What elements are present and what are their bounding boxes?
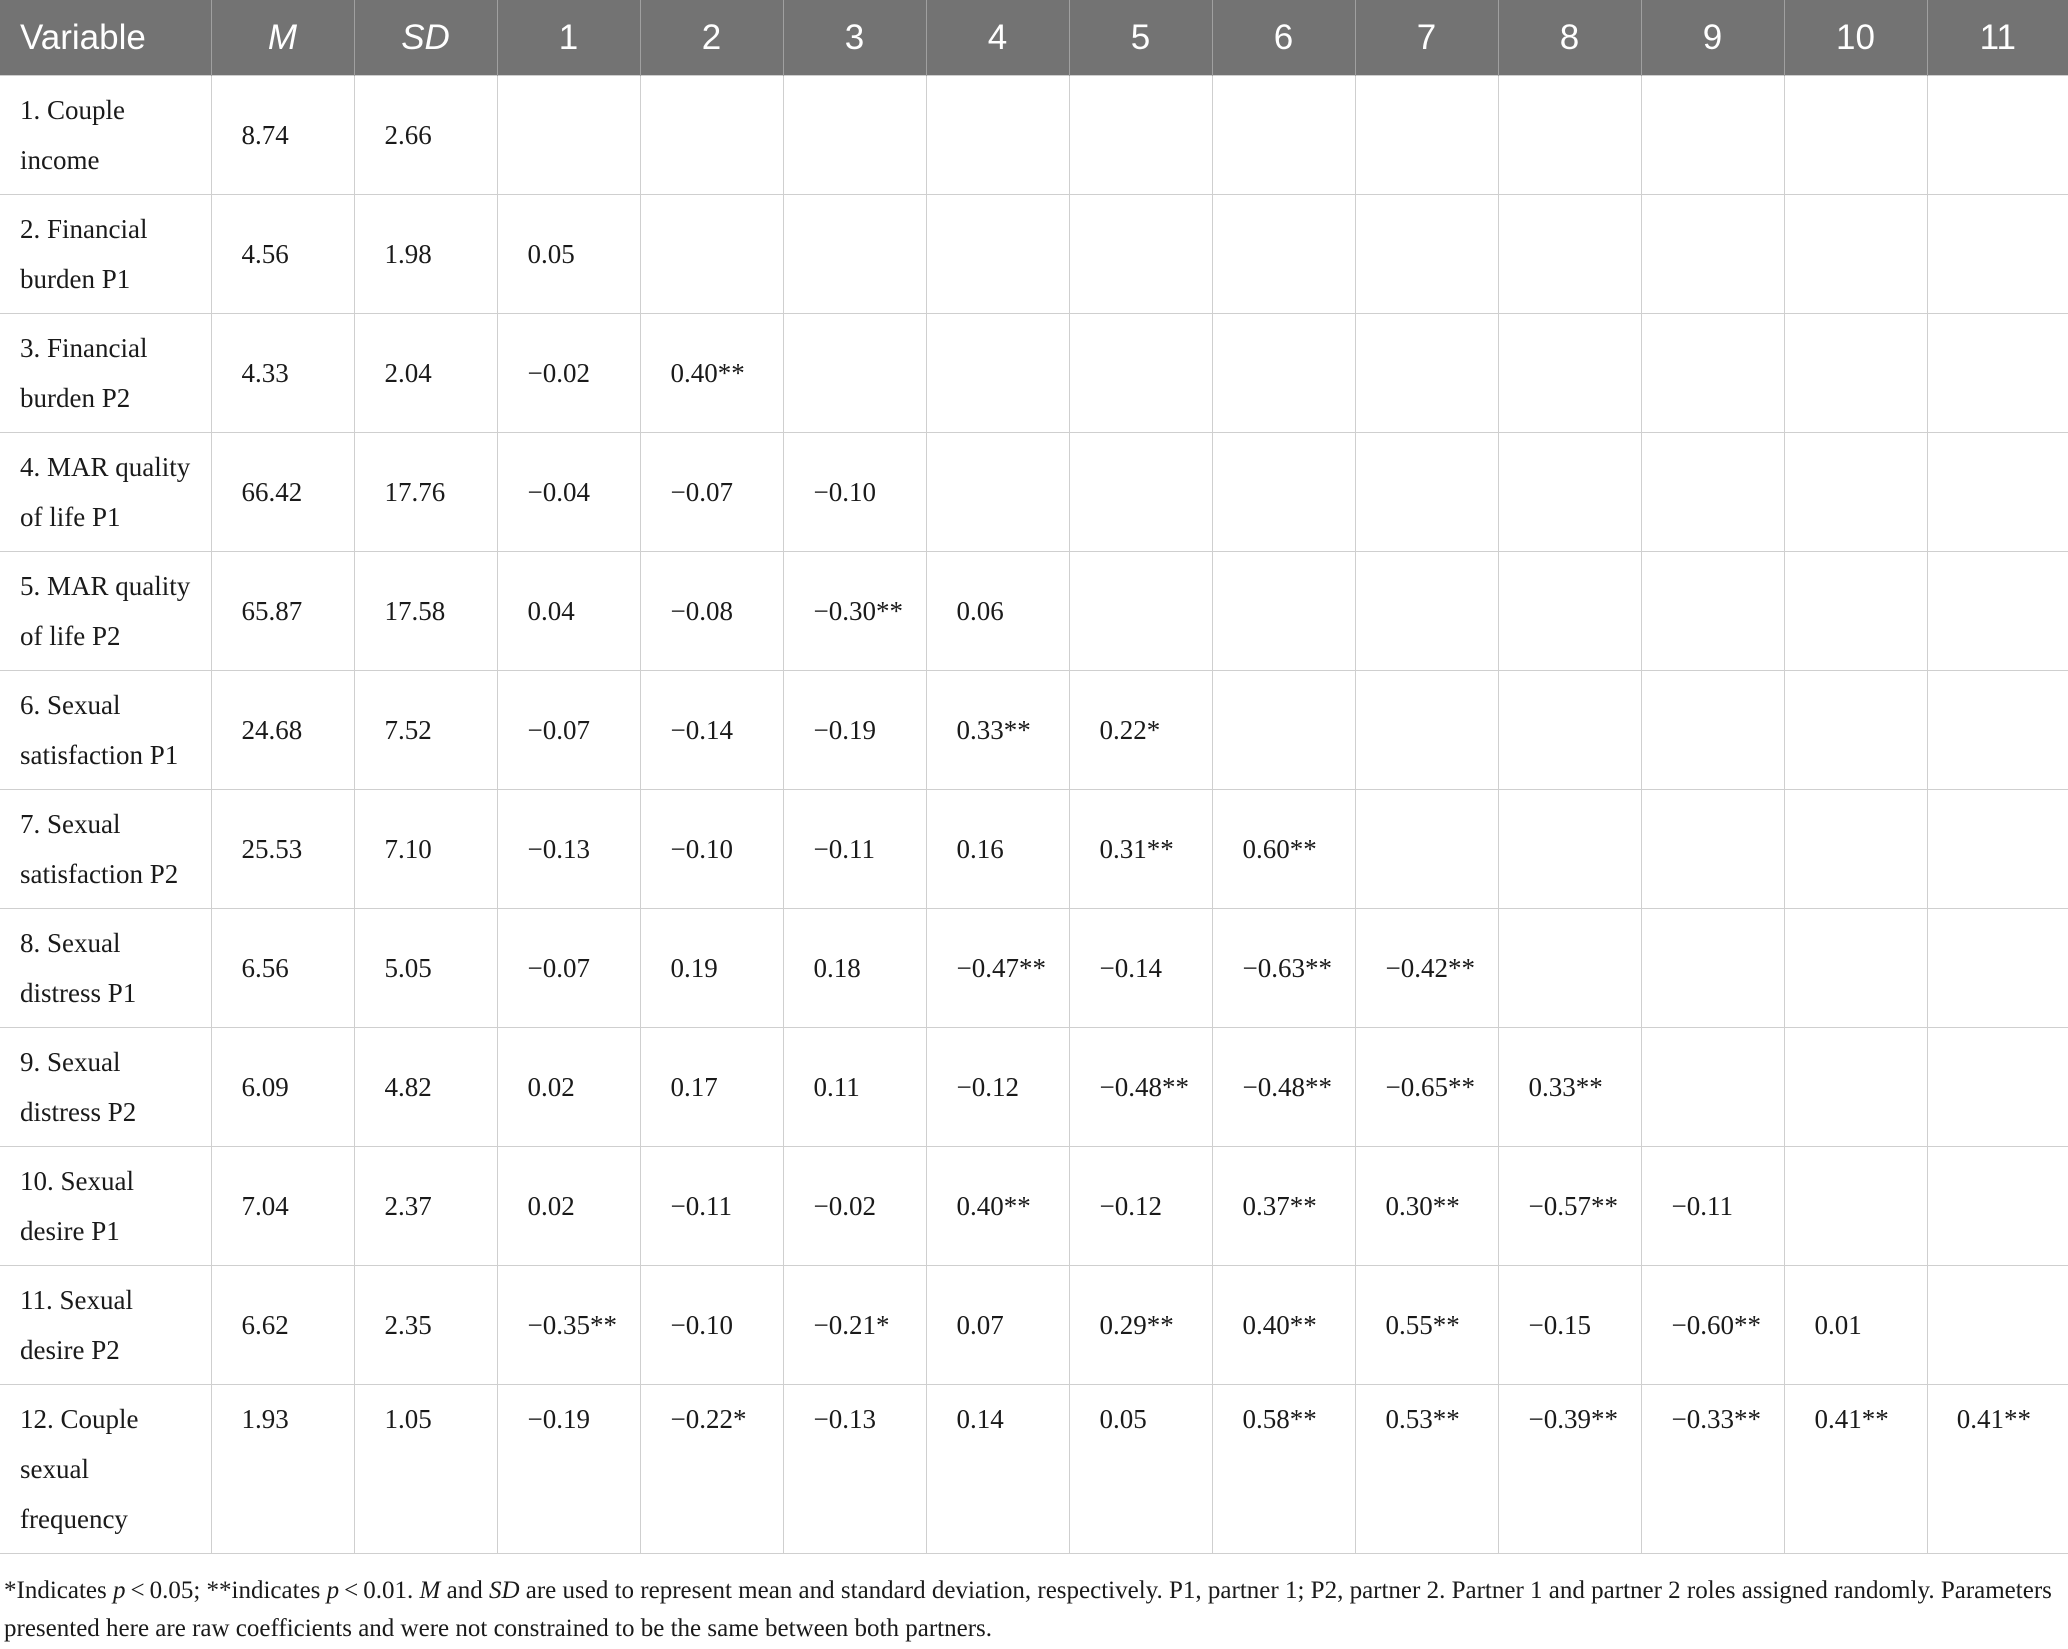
table-cell (1784, 1028, 1927, 1147)
table-row (0, 552, 2068, 671)
cell-value: 0.22* (1099, 715, 1161, 745)
cell-value: −0.60** (1671, 1310, 1761, 1340)
header-col-5: 3 (783, 0, 926, 76)
cell-value: −0.13 (527, 834, 590, 864)
table-cell (1069, 909, 1212, 1028)
cell-value: 6.56 (241, 953, 289, 983)
table-cell (1498, 1385, 1641, 1554)
table-cell (211, 314, 354, 433)
cell-value: 65.87 (241, 596, 303, 626)
table-cell (1641, 1147, 1784, 1266)
table-cell (354, 790, 497, 909)
table-cell (1069, 76, 1212, 195)
table-cell (211, 195, 354, 314)
table-cell (783, 552, 926, 671)
table-cell (783, 76, 926, 195)
row-label: 10. Sexual desire P1 (0, 1147, 211, 1266)
header-variable: Variable (0, 0, 211, 76)
footnote-text: < 0.05; **indicates (125, 1577, 327, 1604)
cell-value: −0.14 (670, 715, 733, 745)
table-cell (1212, 433, 1355, 552)
footnote-text: *Indicates (4, 1577, 113, 1604)
cell-value: 0.41** (1814, 1404, 1889, 1434)
cell-value: 6.09 (241, 1072, 289, 1102)
cell-value: 25.53 (241, 834, 303, 864)
cell-value: 5.05 (384, 953, 432, 983)
cell-value: 7.52 (384, 715, 432, 745)
table-cell (1927, 790, 2068, 909)
cell-value: −0.30** (813, 596, 903, 626)
cell-value: 0.33** (956, 715, 1031, 745)
cell-value: 17.76 (384, 477, 446, 507)
table-row (0, 1385, 2068, 1554)
table-cell (1212, 909, 1355, 1028)
cell-value: −0.42** (1385, 953, 1475, 983)
table-cell (1069, 671, 1212, 790)
footnote-text: are used to represent mean and standard deviation, respectively. P1, partner 1; P2, partner 2. Partner 1 and partner 2 roles assigned randomly. Parameters presented here are raw coefficients and were not constrained to be the same between both partners. (4, 1577, 2052, 1642)
table-row (0, 1147, 2068, 1266)
table-cell (1212, 76, 1355, 195)
cell-value: 1.05 (384, 1404, 432, 1434)
cell-value: 2.35 (384, 1310, 432, 1340)
table-cell (1498, 76, 1641, 195)
table-cell (211, 790, 354, 909)
footnote-sd-symbol: SD (488, 1577, 520, 1604)
table-cell (1784, 671, 1927, 790)
header-col-9: 7 (1355, 0, 1498, 76)
table-row (0, 1266, 2068, 1385)
table-cell (497, 1147, 640, 1266)
table-cell (354, 1266, 497, 1385)
cell-value: 0.14 (956, 1404, 1004, 1434)
cell-value: 66.42 (241, 477, 303, 507)
header-row (0, 0, 2068, 76)
table-cell (1927, 1385, 2068, 1554)
cell-value: −0.48** (1242, 1072, 1332, 1102)
table-cell (926, 1028, 1069, 1147)
cell-value: 0.37** (1242, 1191, 1317, 1221)
cell-value: −0.11 (813, 834, 875, 864)
table-cell (640, 1028, 783, 1147)
table-cell (1355, 790, 1498, 909)
table-cell (783, 195, 926, 314)
footnote-m-symbol: M (419, 1577, 441, 1604)
table-cell (354, 909, 497, 1028)
table-cell (1355, 195, 1498, 314)
cell-value: −0.10 (670, 1310, 733, 1340)
header-col-12: 10 (1784, 0, 1927, 76)
table-cell (1927, 1266, 2068, 1385)
table-cell (1355, 1028, 1498, 1147)
table-cell (1641, 433, 1784, 552)
cell-value: 0.40** (956, 1191, 1031, 1221)
header-col-10: 8 (1498, 0, 1641, 76)
cell-value: −0.02 (813, 1191, 876, 1221)
table-cell (1784, 433, 1927, 552)
table-cell (1355, 433, 1498, 552)
cell-value: 2.66 (384, 120, 432, 150)
cell-value: 0.02 (527, 1191, 575, 1221)
cell-value: −0.15 (1528, 1310, 1591, 1340)
table-cell (1927, 1028, 2068, 1147)
table-cell (1212, 671, 1355, 790)
table-cell (497, 1385, 640, 1554)
cell-value: 0.19 (670, 953, 718, 983)
table-cell (1498, 433, 1641, 552)
cell-value: 0.02 (527, 1072, 575, 1102)
table-cell (1355, 671, 1498, 790)
table-cell (783, 1147, 926, 1266)
table-cell (783, 671, 926, 790)
table-cell (1069, 1266, 1212, 1385)
table-cell (1212, 552, 1355, 671)
table-cell (1498, 314, 1641, 433)
cell-value: 17.58 (384, 596, 446, 626)
cell-value: −0.47** (956, 953, 1046, 983)
table-cell (1498, 909, 1641, 1028)
table-cell (1927, 433, 2068, 552)
cell-value: 0.05 (527, 239, 575, 269)
table-cell (1069, 790, 1212, 909)
table-cell (1927, 1147, 2068, 1266)
table-cell (497, 195, 640, 314)
header-col-3: 1 (497, 0, 640, 76)
cell-value: −0.10 (813, 477, 876, 507)
table-cell (354, 1385, 497, 1554)
cell-value: 7.10 (384, 834, 432, 864)
table-cell (1355, 552, 1498, 671)
cell-value: 0.33** (1528, 1072, 1603, 1102)
table-cell (497, 671, 640, 790)
row-label: 11. Sexual desire P2 (0, 1266, 211, 1385)
table-cell (640, 76, 783, 195)
table-cell (1212, 314, 1355, 433)
cell-value: 0.29** (1099, 1310, 1174, 1340)
table-cell (1498, 1147, 1641, 1266)
table-cell (211, 433, 354, 552)
cell-value: −0.08 (670, 596, 733, 626)
cell-value: −0.63** (1242, 953, 1332, 983)
table-cell (211, 671, 354, 790)
table-cell (354, 433, 497, 552)
table-cell (640, 909, 783, 1028)
table-cell (1784, 1147, 1927, 1266)
header-col-11: 9 (1641, 0, 1784, 76)
table-cell (211, 1385, 354, 1554)
cell-value: 0.40** (670, 358, 745, 388)
table-cell (783, 1266, 926, 1385)
table-cell (1641, 790, 1784, 909)
cell-value: −0.21* (813, 1310, 890, 1340)
cell-value: 0.55** (1385, 1310, 1460, 1340)
table-cell (1927, 909, 2068, 1028)
table-cell (1069, 552, 1212, 671)
table-cell (926, 909, 1069, 1028)
table-cell (1784, 1266, 1927, 1385)
cell-value: 0.53** (1385, 1404, 1460, 1434)
header-col-6: 4 (926, 0, 1069, 76)
header-col-4: 2 (640, 0, 783, 76)
table-cell (1355, 76, 1498, 195)
table-row (0, 76, 2068, 195)
table-cell (1069, 1385, 1212, 1554)
cell-value: −0.13 (813, 1404, 876, 1434)
table-cell (1355, 1266, 1498, 1385)
row-label: 4. MAR quality of life P1 (0, 433, 211, 552)
footnote-text: < 0.01. (339, 1577, 420, 1604)
table-cell (1784, 552, 1927, 671)
table-cell (640, 552, 783, 671)
cell-value: 0.58** (1242, 1404, 1317, 1434)
cell-value: −0.14 (1099, 953, 1162, 983)
cell-value: 2.04 (384, 358, 432, 388)
table-cell (1641, 76, 1784, 195)
table-cell (926, 76, 1069, 195)
cell-value: −0.12 (956, 1072, 1019, 1102)
cell-value: −0.04 (527, 477, 590, 507)
row-label: 9. Sexual distress P2 (0, 1028, 211, 1147)
cell-value: 1.98 (384, 239, 432, 269)
table-cell (640, 790, 783, 909)
table-footnote (4, 1572, 2059, 1648)
table-cell (354, 1147, 497, 1266)
table-cell (1498, 195, 1641, 314)
table-cell (1927, 195, 2068, 314)
row-label: 7. Sexual satisfaction P2 (0, 790, 211, 909)
table-cell (1212, 790, 1355, 909)
table-cell (1784, 790, 1927, 909)
cell-value: −0.65** (1385, 1072, 1475, 1102)
cell-value: −0.10 (670, 834, 733, 864)
table-cell (497, 314, 640, 433)
table-cell (783, 909, 926, 1028)
table-cell (211, 1028, 354, 1147)
cell-value: 6.62 (241, 1310, 289, 1340)
table-cell (640, 433, 783, 552)
table-cell (926, 552, 1069, 671)
table-cell (783, 790, 926, 909)
table-cell (1355, 314, 1498, 433)
cell-value: 0.18 (813, 953, 861, 983)
row-label: 5. MAR quality of life P2 (0, 552, 211, 671)
cell-value: 8.74 (241, 120, 289, 150)
cell-value: 0.17 (670, 1072, 718, 1102)
table-row (0, 909, 2068, 1028)
table-cell (497, 790, 640, 909)
cell-value: 0.05 (1099, 1404, 1147, 1434)
cell-value: 0.16 (956, 834, 1004, 864)
footnote-text: and (440, 1577, 489, 1604)
table-cell (1927, 552, 2068, 671)
cell-value: 2.37 (384, 1191, 432, 1221)
cell-value: −0.39** (1528, 1404, 1618, 1434)
cell-value: 0.11 (813, 1072, 860, 1102)
table-cell (211, 1266, 354, 1385)
table-cell (783, 433, 926, 552)
table-cell (354, 314, 497, 433)
row-label: 2. Financial burden P1 (0, 195, 211, 314)
cell-value: −0.07 (527, 953, 590, 983)
table-cell (497, 1028, 640, 1147)
table-row (0, 314, 2068, 433)
header-col-1: M (211, 0, 354, 76)
header-col-2: SD (354, 0, 497, 76)
cell-value: −0.35** (527, 1310, 617, 1340)
table-cell (926, 314, 1069, 433)
table-cell (1069, 195, 1212, 314)
cell-value: −0.57** (1528, 1191, 1618, 1221)
cell-value: 0.06 (956, 596, 1004, 626)
table-cell (354, 195, 497, 314)
cell-value: 0.41** (1956, 1404, 2031, 1434)
table-cell (1212, 1028, 1355, 1147)
cell-value: −0.12 (1099, 1191, 1162, 1221)
cell-value: 1.93 (241, 1404, 289, 1434)
table-cell (640, 314, 783, 433)
table-cell (1641, 1266, 1784, 1385)
table-header (0, 0, 2068, 76)
table-cell (354, 552, 497, 671)
table-cell (1641, 314, 1784, 433)
table-cell (497, 909, 640, 1028)
table-cell (1498, 671, 1641, 790)
table-cell (1784, 76, 1927, 195)
cell-value: 24.68 (241, 715, 303, 745)
table-cell (640, 1147, 783, 1266)
cell-value: 0.01 (1814, 1310, 1862, 1340)
table-cell (640, 195, 783, 314)
cell-value: 4.82 (384, 1072, 432, 1102)
table-cell (783, 1385, 926, 1554)
header-col-8: 6 (1212, 0, 1355, 76)
table-cell (640, 1385, 783, 1554)
table-cell (1355, 1385, 1498, 1554)
table-cell (1927, 76, 2068, 195)
table-cell (926, 790, 1069, 909)
cell-value: 0.30** (1385, 1191, 1460, 1221)
table-cell (1784, 314, 1927, 433)
cell-value: −0.11 (670, 1191, 732, 1221)
table-cell (1641, 1385, 1784, 1554)
cell-value: 0.31** (1099, 834, 1174, 864)
table-cell (1784, 195, 1927, 314)
table-cell (211, 909, 354, 1028)
header-col-7: 5 (1069, 0, 1212, 76)
table-cell (926, 671, 1069, 790)
table-cell (1784, 1385, 1927, 1554)
table-cell (1927, 671, 2068, 790)
table-cell (211, 552, 354, 671)
cell-value: −0.33** (1671, 1404, 1761, 1434)
table-cell (497, 552, 640, 671)
table-cell (1212, 1147, 1355, 1266)
table-cell (1498, 552, 1641, 671)
cell-value: −0.19 (527, 1404, 590, 1434)
table-cell (354, 671, 497, 790)
table-cell (783, 1028, 926, 1147)
table-cell (926, 1385, 1069, 1554)
table-cell (926, 433, 1069, 552)
table-cell (1784, 909, 1927, 1028)
table-row (0, 1028, 2068, 1147)
table-cell (1498, 1266, 1641, 1385)
cell-value: −0.48** (1099, 1072, 1189, 1102)
cell-value: −0.07 (670, 477, 733, 507)
table-cell (1641, 909, 1784, 1028)
table-cell (1498, 1028, 1641, 1147)
cell-value: 4.56 (241, 239, 289, 269)
table-cell (1069, 433, 1212, 552)
table-cell (640, 671, 783, 790)
table-cell (211, 1147, 354, 1266)
table-cell (1069, 1028, 1212, 1147)
table-cell (1641, 1028, 1784, 1147)
row-label: 6. Sexual satisfaction P1 (0, 671, 211, 790)
table-row (0, 195, 2068, 314)
row-label: 1. Couple income (0, 76, 211, 195)
table-cell (1212, 1266, 1355, 1385)
row-label: 3. Financial burden P2 (0, 314, 211, 433)
cell-value: 7.04 (241, 1191, 289, 1221)
table-cell (1927, 314, 2068, 433)
table-cell (926, 195, 1069, 314)
row-label: 12. Couple sexual frequency (0, 1385, 211, 1554)
table-cell (1641, 195, 1784, 314)
cell-value: 4.33 (241, 358, 289, 388)
table-row (0, 671, 2068, 790)
cell-value: −0.19 (813, 715, 876, 745)
cell-value: −0.02 (527, 358, 590, 388)
table-cell (497, 76, 640, 195)
table-body (0, 76, 2068, 1554)
footnote-p-symbol: p (112, 1577, 126, 1604)
table-cell (926, 1147, 1069, 1266)
table-cell (497, 1266, 640, 1385)
table-cell (640, 1266, 783, 1385)
table-cell (1069, 314, 1212, 433)
footnote-p-symbol: p (326, 1577, 340, 1604)
table-cell (497, 433, 640, 552)
table-cell (926, 1266, 1069, 1385)
row-label: 8. Sexual distress P1 (0, 909, 211, 1028)
table-cell (1641, 552, 1784, 671)
table-cell (211, 76, 354, 195)
table-cell (1212, 1385, 1355, 1554)
table-cell (783, 314, 926, 433)
cell-value: −0.22* (670, 1404, 747, 1434)
table-cell (354, 76, 497, 195)
cell-value: −0.07 (527, 715, 590, 745)
cell-value: 0.40** (1242, 1310, 1317, 1340)
cell-value: 0.04 (527, 596, 575, 626)
header-col-13: 11 (1927, 0, 2068, 76)
table-cell (1641, 671, 1784, 790)
table-cell (354, 1028, 497, 1147)
cell-value: −0.11 (1671, 1191, 1733, 1221)
table-cell (1212, 195, 1355, 314)
table-cell (1355, 1147, 1498, 1266)
table-cell (1069, 1147, 1212, 1266)
table-cell (1355, 909, 1498, 1028)
cell-value: 0.07 (956, 1310, 1004, 1340)
table-row (0, 433, 2068, 552)
cell-value: 0.60** (1242, 834, 1317, 864)
table-cell (1498, 790, 1641, 909)
table-row (0, 790, 2068, 909)
